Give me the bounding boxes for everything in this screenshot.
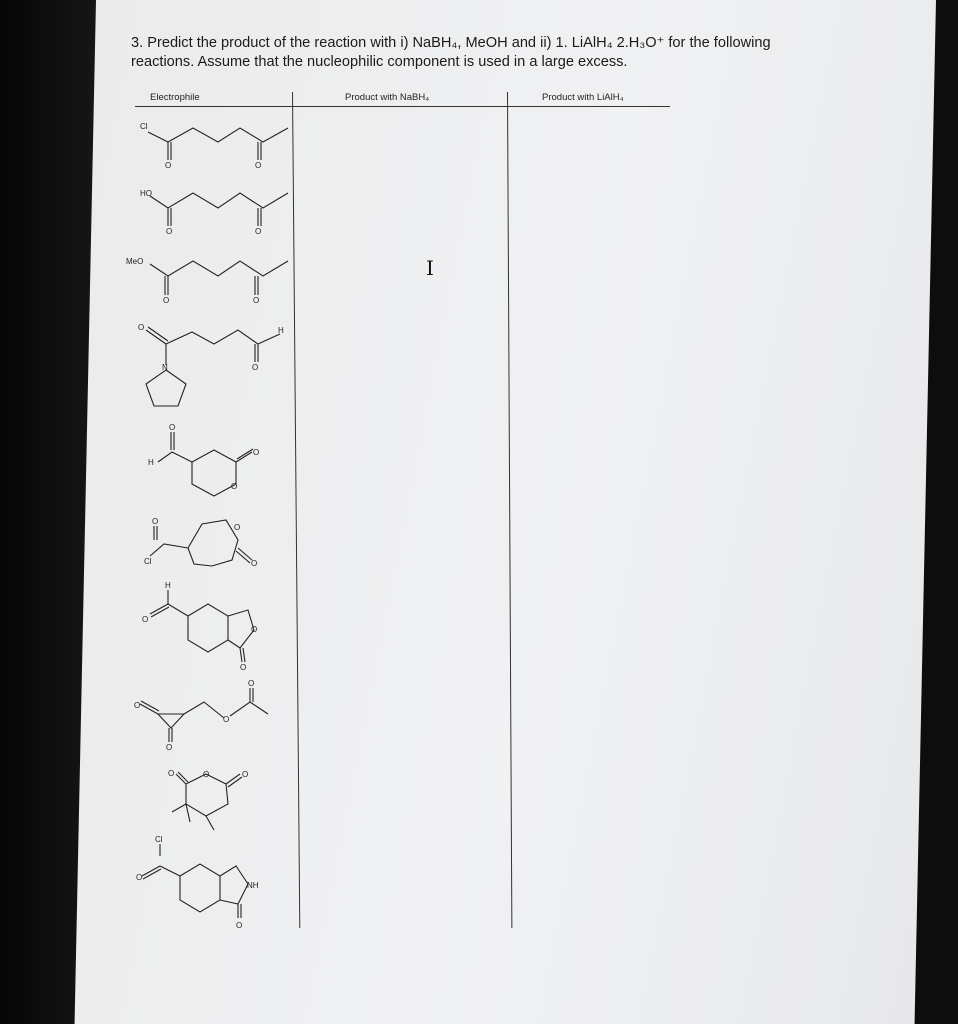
text-cursor-icon: I bbox=[426, 256, 434, 280]
atom-label: O bbox=[255, 161, 262, 170]
atom-label: H bbox=[165, 581, 171, 590]
column-header-nabh4: Product with NaBH₄ bbox=[345, 92, 430, 103]
atom-label: N bbox=[162, 363, 168, 372]
atom-label: O bbox=[231, 482, 238, 491]
structure-3 bbox=[150, 261, 288, 295]
atom-label: O bbox=[251, 625, 258, 634]
question-body: Predict the product of the reaction with i) NaBH₄, MeOH and ii) 1. LiAlH₄ 2.H₃O⁺ for the following reactions. Assume that the nucleophilic component is used in a large excess. bbox=[131, 35, 771, 70]
atom-label: O bbox=[223, 715, 230, 724]
atom-label: MeO bbox=[126, 257, 144, 266]
atom-label: O bbox=[248, 679, 255, 688]
atom-label: O bbox=[253, 448, 260, 457]
structure-10 bbox=[142, 844, 248, 918]
atom-label: HO bbox=[140, 189, 152, 198]
atom-label: Cl bbox=[155, 835, 163, 844]
atom-label: O bbox=[166, 227, 173, 236]
atom-label: O bbox=[165, 161, 172, 170]
atom-label: O bbox=[152, 517, 159, 526]
atom-label: O bbox=[240, 663, 247, 672]
atom-label: O bbox=[234, 523, 241, 532]
atom-label: O bbox=[169, 423, 176, 432]
structure-9 bbox=[172, 772, 242, 830]
atom-label: O bbox=[203, 770, 210, 779]
atom-label: H bbox=[278, 326, 284, 335]
atom-label: O bbox=[166, 743, 173, 752]
column-header-electrophile: Electrophile bbox=[150, 92, 200, 103]
atom-label: O bbox=[168, 769, 175, 778]
column-header-lialh4: Product with LiAlH₄ bbox=[542, 92, 624, 103]
atom-label: O bbox=[142, 615, 149, 624]
atom-label: O bbox=[138, 323, 145, 332]
atom-label: O bbox=[236, 921, 243, 930]
atom-label: NH bbox=[247, 881, 259, 890]
structure-5 bbox=[158, 432, 253, 496]
atom-label: O bbox=[134, 701, 141, 710]
atom-label: Cl bbox=[144, 557, 152, 566]
atom-label: Cl bbox=[140, 122, 148, 131]
atom-label: O bbox=[242, 770, 249, 779]
structure-7 bbox=[150, 590, 254, 662]
structure-1 bbox=[148, 128, 288, 160]
atom-label: O bbox=[253, 296, 260, 305]
atom-label: O bbox=[251, 559, 258, 568]
atom-label: H bbox=[148, 458, 154, 467]
atom-label: O bbox=[252, 363, 259, 372]
question-number: 3. bbox=[131, 35, 144, 51]
atom-label: O bbox=[255, 227, 262, 236]
structure-2 bbox=[150, 193, 288, 226]
atom-label: O bbox=[136, 873, 143, 882]
atom-label: O bbox=[163, 296, 170, 305]
structure-8 bbox=[140, 688, 268, 742]
